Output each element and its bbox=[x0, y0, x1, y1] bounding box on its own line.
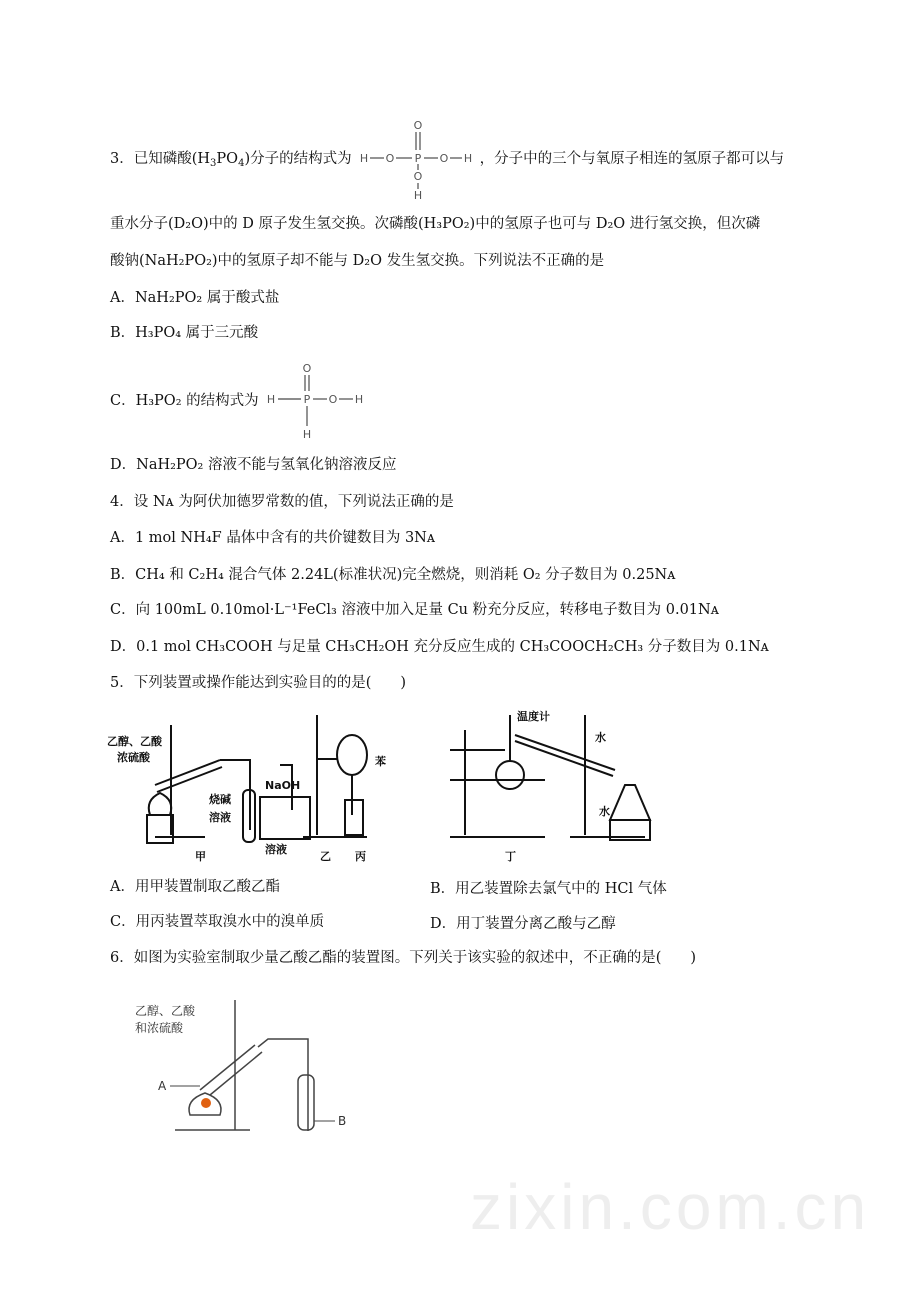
label-solution: 溶液 bbox=[209, 811, 231, 824]
label-reagents: 乙醇、乙酸 bbox=[135, 1004, 196, 1018]
q5-stem: 5．下列装置或操作能达到实验目的的是( ) bbox=[110, 675, 407, 691]
label-naoh-solution: 烧碱 bbox=[209, 793, 231, 806]
h3po4-structure bbox=[356, 116, 476, 201]
q3-option-c: C．H₃PO₂ 的结构式为 bbox=[110, 392, 259, 409]
label-benzene: 苯 bbox=[375, 755, 386, 768]
q4-option-c: C．向 100mL 0.10mol·L⁻¹FeCl₃ 溶液中加入足量 Cu 粉充分反应，转移电子数目为 0.01Nᴀ bbox=[110, 602, 719, 618]
label-acid: 和浓硫酸 bbox=[135, 1021, 184, 1035]
label-ding: 丁 bbox=[505, 850, 516, 863]
q3-option-a: A．NaH₂PO₂ 属于酸式盐 bbox=[110, 290, 280, 306]
atom-h: H bbox=[463, 152, 472, 165]
q5-option-a: A．用甲装置制取乙酸乙酯 bbox=[110, 879, 280, 895]
q3-text: )分子的结构式为 bbox=[244, 150, 352, 167]
atom-o: O bbox=[413, 119, 422, 132]
q4-stem: 4．设 Nᴀ 为阿伏加德罗常数的值，下列说法正确的是 bbox=[110, 494, 454, 510]
label-naoh: NaOH bbox=[265, 779, 301, 792]
h3po2-structure bbox=[263, 358, 373, 443]
sub: 3 bbox=[210, 157, 217, 169]
q5-option-d: D．用丁装置分离乙酸与乙醇 bbox=[430, 916, 616, 932]
q5-option-c: C．用丙装置萃取溴水中的溴单质 bbox=[110, 914, 325, 930]
label-thermometer: 温度计 bbox=[517, 710, 550, 723]
label-yi: 乙 bbox=[320, 850, 331, 863]
label-jia: 甲 bbox=[195, 850, 206, 863]
q3-option-d: D．NaH₂PO₂ 溶液不能与氢氧化钠溶液反应 bbox=[110, 457, 397, 473]
q6-apparatus-figure bbox=[130, 995, 370, 1140]
label-b: B bbox=[338, 1114, 347, 1128]
q3-line1 bbox=[110, 116, 784, 201]
label-water-in: 水 bbox=[595, 731, 606, 744]
atom-h: H bbox=[302, 428, 311, 441]
label-reagents: 乙醇、乙酸 bbox=[107, 735, 162, 748]
atom-o: O bbox=[302, 362, 311, 375]
atom-h: H bbox=[354, 393, 363, 406]
sub: 4 bbox=[238, 157, 245, 169]
q3-text-before bbox=[110, 149, 352, 169]
q6-stem: 6．如图为实验室制取少量乙酸乙酯的装置图。下列关于该实验的叙述中，不正确的是( ) bbox=[110, 950, 697, 966]
atom-o: O bbox=[413, 170, 422, 183]
label-a: A bbox=[158, 1079, 167, 1093]
label-bing: 丙 bbox=[355, 850, 366, 863]
atom-o: O bbox=[439, 152, 448, 165]
label-solution: 溶液 bbox=[265, 843, 287, 856]
q5-apparatus-figure bbox=[105, 705, 665, 865]
q3-text: PO bbox=[216, 150, 239, 167]
q5-option-b: B．用乙装置除去氯气中的 HCl 气体 bbox=[430, 881, 667, 897]
q3-option-c-line bbox=[110, 358, 377, 443]
atom-p: P bbox=[303, 393, 310, 406]
q4-option-b: B．CH₄ 和 C₂H₄ 混合气体 2.24L(标准状况)完全燃烧，则消耗 O₂ 分子数目为 0.25Nᴀ bbox=[110, 567, 676, 583]
q3-text: 3．已知磷酸(H bbox=[110, 150, 211, 167]
q4-option-d: D．0.1 mol CH₃COOH 与足量 CH₃CH₂OH 充分反应生成的 CH₃COOCH₂CH₃ 分子数目为 0.1Nᴀ bbox=[110, 639, 769, 655]
q3-text-after: ，分子中的三个与氧原子相连的氢原子都可以与 bbox=[479, 150, 785, 167]
atom-h: H bbox=[359, 152, 368, 165]
watermark: zixin.com.cn bbox=[470, 1171, 871, 1243]
atom-p: P bbox=[414, 152, 421, 165]
label-water-out: 水 bbox=[599, 805, 610, 818]
atom-h: H bbox=[266, 393, 275, 406]
q3-line3: 酸钠(NaH₂PO₂)中的氢原子却不能与 D₂O 发生氢交换。下列说法不正确的是 bbox=[110, 253, 605, 269]
q3-line2: 重水分子(D₂O)中的 D 原子发生氢交换。次磷酸(H₃PO₂)中的氢原子也可与 D₂O 进行氢交换，但次磷 bbox=[110, 216, 761, 232]
q4-option-a: A．1 mol NH₄F 晶体中含有的共价键数目为 3Nᴀ bbox=[110, 530, 436, 546]
atom-h: H bbox=[413, 189, 422, 201]
atom-o: O bbox=[328, 393, 337, 406]
label-acid: 浓硫酸 bbox=[117, 751, 150, 764]
atom-o: O bbox=[385, 152, 394, 165]
q3-option-b: B．H₃PO₄ 属于三元酸 bbox=[110, 325, 259, 341]
